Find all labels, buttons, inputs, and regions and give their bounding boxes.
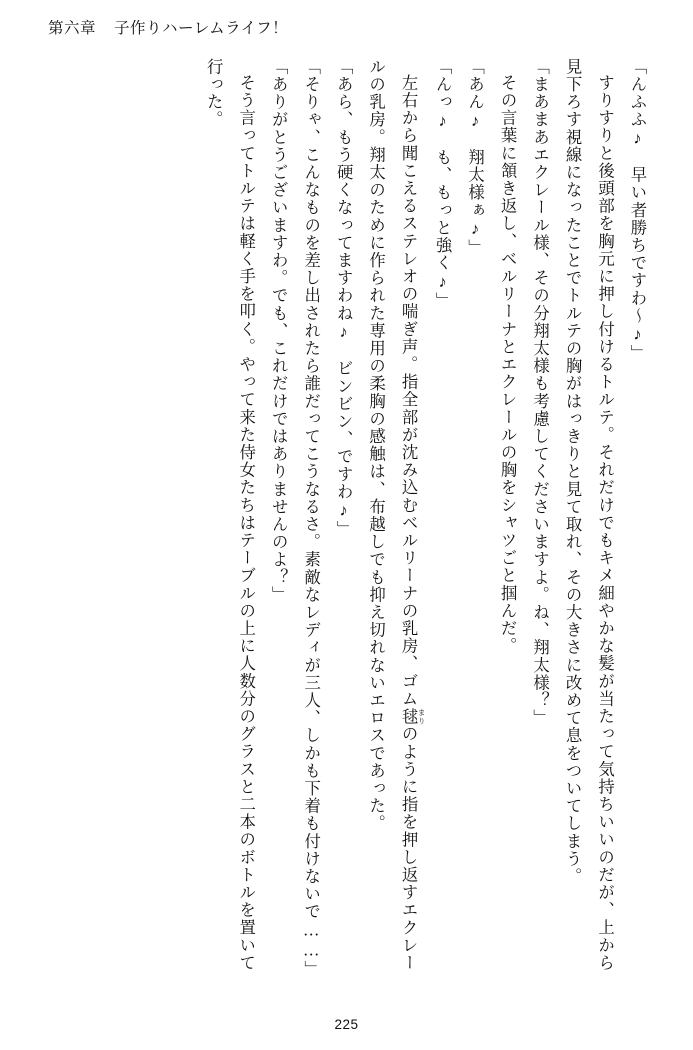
paragraph: 「まあまあエクレール様、その分翔太様も考慮してくださいますよ。ね、翔太様？」	[530, 58, 550, 727]
paragraph: 「ありがとうございますわ。でも、これだけではありませんのよ？」	[269, 58, 289, 604]
chapter-title: 子作りハーレムライフ！	[114, 20, 289, 37]
paragraph-with-ruby	[359, 58, 425, 988]
paragraph: 「んふふ♪ 早い者勝ちですわ～♪」	[628, 58, 647, 363]
page-header	[48, 10, 653, 44]
page-body	[42, 58, 653, 988]
page-number: 225	[334, 1017, 359, 1032]
paragraph: 「んっ♪ も、もっと強く♪」	[433, 58, 453, 310]
paragraph: 「あん♪ 翔太様ぁ♪」	[465, 58, 485, 257]
paragraph: その言葉に頷き返し、ベルリーナとエクレールの胸をシャツごと掴んだ。	[498, 74, 518, 656]
paragraph: そう言ってトルテは軽く手を叩く。やって来た侍女たちはテーブルの上に人数分のグラスと二本のボトルを置いて行った。	[204, 58, 256, 972]
ruby-annotation: 毬 まり	[399, 708, 427, 726]
paragraph: 「そりゃ、こんなものを差し出されたら誰だってこうなるさ。素敵なレディが三人、しかも下着も付けないで……」	[301, 58, 321, 979]
chapter-number: 第六章	[48, 20, 97, 37]
paragraph: 「あら、もう硬くなってますわね♪ ビンビン、ですわ♪」	[334, 58, 354, 539]
paragraph: すりすりと後頭部を胸元に押し付けるトルテ。それだけでもキメ細やかな髪が当たって気持ちいいのだが、上から見下ろす視線になったことでトルテの胸がはっきりと見て取れ、その大きさに改めて息をついてしまう。	[563, 58, 615, 972]
paragraph-text: 左右から聞こえるステレオの喘ぎ声。指全部が沈み込むベルリーナの乳房、ゴム毬 まりのように指を押し返すエクレールの乳房。翔太のために作られた専用の柔胸の感触は、布越しでも抑え切れないエロスであった。	[366, 58, 427, 973]
